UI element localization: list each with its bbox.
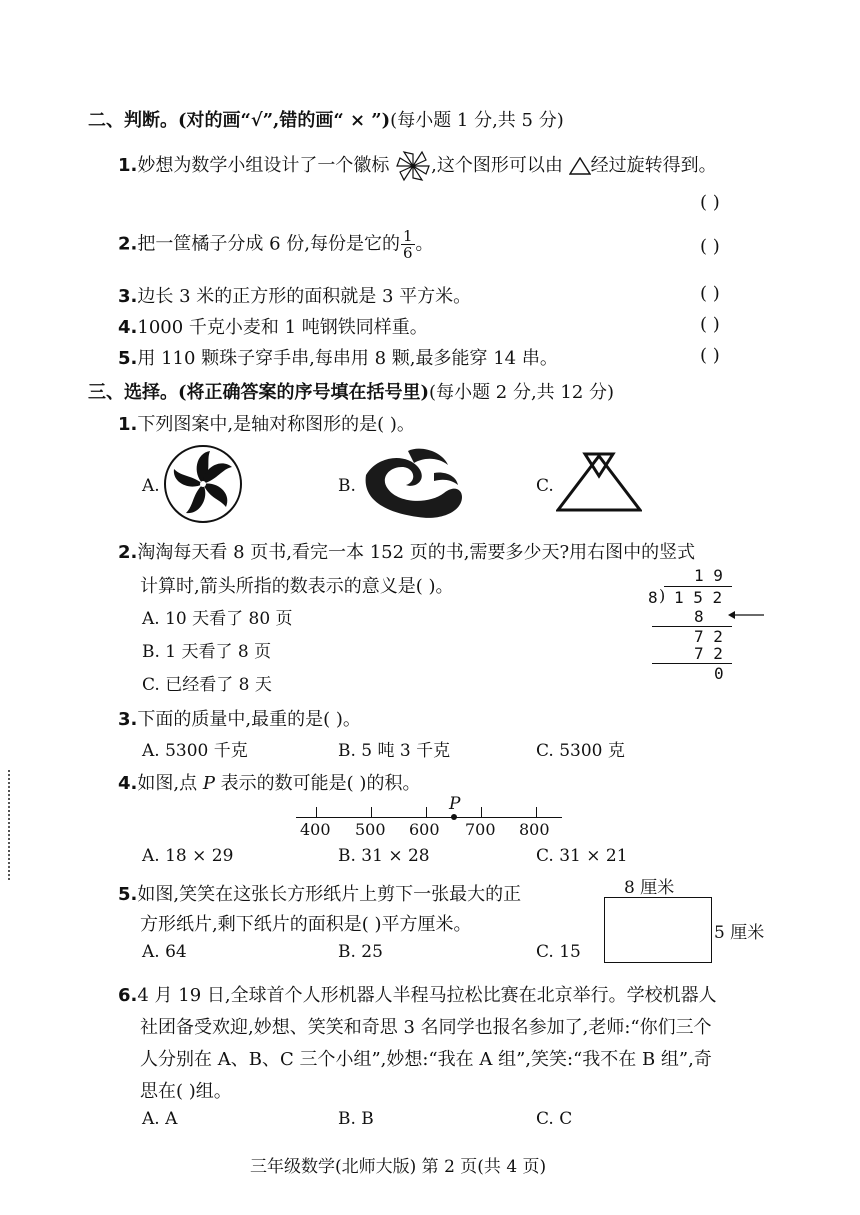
- q-text: 如图,点: [137, 773, 203, 794]
- q-variable: P: [202, 773, 215, 794]
- section-2-title: [88, 106, 564, 132]
- rect-height-label: 5 厘米: [714, 923, 765, 943]
- answer-paren-4[interactable]: ( ): [700, 314, 720, 335]
- judge-q4: [118, 313, 428, 339]
- judge-q1: [118, 150, 717, 182]
- point-p-label: P: [449, 794, 461, 814]
- q-text: 1000 千克小麦和 1 吨钢铁同样重。: [137, 317, 428, 338]
- choice-q2-line2: 计算时,箭头所指的数表示的意义是( )。: [140, 576, 454, 597]
- q2-option-a[interactable]: A. 10 天看了 80 页: [142, 609, 293, 629]
- q-text: 如图,笑笑在这张长方形纸片上剪下一张最大的正: [137, 884, 522, 905]
- choice-q6-line1: [118, 981, 717, 1007]
- triangle-icon: [569, 157, 591, 175]
- q-number: 6.: [118, 985, 138, 1006]
- tick-label-700: 700: [465, 820, 496, 839]
- rectangle-paper: [604, 897, 712, 963]
- q-text: 淘淘每天看 8 页书,看完一本 152 页的书,需要多少天?用右图中的竖式: [137, 542, 696, 563]
- q-number: 3.: [118, 709, 138, 730]
- tick-500: [371, 807, 372, 817]
- q-number: 5.: [118, 884, 138, 905]
- judge-q5: [118, 344, 558, 370]
- choice-q6-line4: 思在( )组。: [140, 1081, 232, 1102]
- choice-q2-line1: [118, 538, 695, 564]
- arrow-left-icon: [726, 608, 766, 622]
- choice-q5-line2: 方形纸片,剩下纸片的面积是( )平方厘米。: [140, 914, 472, 935]
- rect-width-label: 8 厘米: [624, 878, 675, 898]
- q-number: 2.: [118, 233, 138, 255]
- q-text: 用 110 颗珠子穿手串,每串用 8 颗,最多能穿 14 串。: [137, 348, 558, 369]
- option-a-label[interactable]: A.: [142, 476, 160, 496]
- triangle-hourglass-icon: [556, 452, 642, 512]
- q-text: ,这个图形可以由: [431, 155, 563, 176]
- q-text: 表示的数可能是( )的积。: [214, 773, 421, 794]
- q-number: 5.: [118, 348, 138, 369]
- section-2-heading: 二、判断。(对的画“√”,错的画“ × ”): [88, 110, 391, 131]
- answer-paren-1[interactable]: ( ): [700, 192, 720, 213]
- division-row-72a: 7 2: [694, 627, 723, 646]
- division-quotient: 1 9: [694, 566, 723, 585]
- number-line-axis: [296, 817, 562, 818]
- division-row-72b: 7 2: [694, 644, 723, 663]
- q-text: 把一筐橘子分成 6 份,每份是它的: [137, 233, 400, 255]
- q-text: 4 月 19 日,全球首个人形机器人半程马拉松比赛在北京举行。学校机器人: [137, 985, 717, 1006]
- fraction-numerator: 1: [403, 227, 413, 245]
- judge-q2: [118, 228, 434, 261]
- section-3-note: (每小题 2 分,共 12 分): [429, 382, 615, 403]
- q4-option-c[interactable]: C. 31 × 21: [536, 846, 628, 866]
- q3-option-a[interactable]: A. 5300 千克: [142, 741, 248, 761]
- answer-paren-3[interactable]: ( ): [700, 283, 720, 304]
- answer-paren-2[interactable]: ( ): [700, 236, 720, 257]
- q-text: 边长 3 米的正方形的面积就是 3 平方米。: [137, 286, 472, 307]
- q-text: 。: [415, 233, 434, 255]
- q-number: 3.: [118, 286, 138, 307]
- tick-600: [426, 807, 427, 817]
- choice-q3: [118, 705, 361, 731]
- q5-option-a[interactable]: A. 64: [142, 942, 187, 962]
- option-b-label[interactable]: B.: [338, 476, 356, 496]
- option-c-label[interactable]: C.: [536, 476, 554, 496]
- q3-option-b[interactable]: B. 5 吨 3 千克: [338, 741, 451, 761]
- q6-option-c[interactable]: C. C: [536, 1109, 573, 1129]
- choice-q6-line3: 人分别在 A、B、C 三个小组”,妙想:“我在 A 组”,笑笑:“我不在 B 组”,奇: [140, 1049, 712, 1070]
- section-3-heading: 三、选择。(将正确答案的序号填在括号里): [88, 382, 430, 403]
- tick-label-400: 400: [300, 820, 331, 839]
- choice-q4: [118, 769, 420, 795]
- q2-option-c[interactable]: C. 已经看了 8 天: [142, 675, 272, 695]
- division-dividend: 1 5 2: [674, 588, 723, 607]
- q4-option-b[interactable]: B. 31 × 28: [338, 846, 430, 866]
- q6-option-a[interactable]: A. A: [142, 1109, 178, 1129]
- pinwheel-badge-icon: [395, 150, 431, 182]
- choice-q1: [118, 410, 415, 436]
- q5-option-b[interactable]: B. 25: [338, 942, 383, 962]
- q5-option-c[interactable]: C. 15: [536, 942, 581, 962]
- point-p-dot: [451, 814, 457, 820]
- tick-label-800: 800: [519, 820, 550, 839]
- q-text: 下面的质量中,最重的是( )。: [137, 709, 361, 730]
- q-number: 2.: [118, 542, 138, 563]
- division-bracket: ): [659, 586, 666, 605]
- bauhinia-flower-icon: [162, 443, 244, 525]
- tick-label-600: 600: [409, 820, 440, 839]
- q3-option-c[interactable]: C. 5300 克: [536, 741, 625, 761]
- q-number: 4.: [118, 773, 138, 794]
- section-3-title: [88, 378, 614, 404]
- q-number: 4.: [118, 317, 138, 338]
- q2-option-b[interactable]: B. 1 天看了 8 页: [142, 642, 272, 662]
- q6-option-b[interactable]: B. B: [338, 1109, 374, 1129]
- tick-400: [316, 807, 317, 817]
- choice-q6-line2: 社团备受欢迎,妙想、笑笑和奇思 3 名同学也报名参加了,老师:“你们三个: [140, 1017, 712, 1038]
- tick-700: [481, 807, 482, 817]
- tick-800: [536, 807, 537, 817]
- division-bar: [664, 586, 732, 587]
- choice-q5-line1: [118, 880, 521, 906]
- division-remainder: 0: [714, 664, 724, 683]
- cloud-swirl-icon: [358, 445, 468, 523]
- answer-paren-5[interactable]: ( ): [700, 345, 720, 366]
- q-number: 1.: [118, 414, 138, 435]
- division-divisor: 8: [648, 588, 658, 607]
- q-text: 下列图案中,是轴对称图形的是( )。: [137, 414, 415, 435]
- q-number: 1.: [118, 155, 138, 176]
- binding-dotted-line: [8, 770, 10, 880]
- fraction-denominator: 6: [403, 244, 413, 262]
- q4-option-a[interactable]: A. 18 × 29: [142, 846, 234, 866]
- page-footer: 三年级数学(北师大版) 第 2 页(共 4 页): [250, 1157, 547, 1177]
- fraction-one-sixth: [401, 228, 415, 261]
- tick-label-500: 500: [355, 820, 386, 839]
- section-2-note: (每小题 1 分,共 5 分): [390, 110, 564, 131]
- judge-q3: [118, 282, 471, 308]
- division-row-8: 8: [694, 607, 704, 626]
- q-text: 妙想为数学小组设计了一个徽标: [137, 155, 390, 176]
- q-text: 经过旋转得到。: [590, 155, 717, 176]
